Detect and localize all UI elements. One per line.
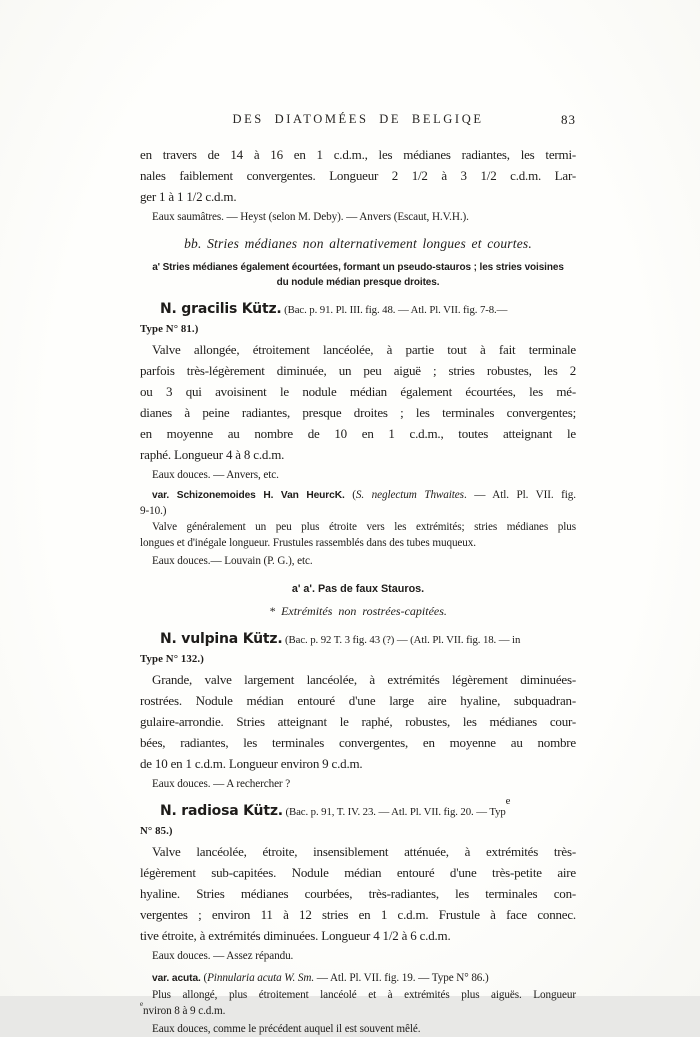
subsection-heading-a [140, 260, 576, 290]
synonym-italic: S. neglectum Thwaites [355, 489, 464, 501]
species-heading [140, 794, 576, 823]
citation-continuation: Type N° 81.) [140, 323, 199, 335]
text-line: gulaire-arrondie. Stries atteignant le raphé, robustes, les médianes cour- [140, 714, 576, 729]
text-line: Valve généralement un peu plus étroite vers les extrémités; stries médianes plus [152, 521, 576, 533]
text-line: ou 3 qui avoisinent le nodule médian également écourtées, les mé- [140, 384, 576, 399]
species-name: N. gracilis Kütz. [160, 301, 282, 317]
superscript-e: e [505, 794, 511, 807]
text-line: Valve lancéolée, étroite, insensiblement atténuée, à extrémités très- [152, 844, 576, 859]
citation-text: ( [200, 972, 208, 984]
citation-text: ( [344, 489, 356, 501]
species-name: N. vulpina Kütz. [160, 631, 283, 647]
section-heading-bb: bb. Stries médianes non alternativement longues et courtes. [184, 236, 532, 251]
text-line: de 10 en 1 c.d.m. Longueur environ 9 c.d.m. [140, 756, 363, 771]
text-line: Valve allongée, étroitement lancéolée, à partie tout à fait terminale [152, 342, 576, 357]
text-line: a' Stries médianes également écourtées, formant un pseudo-stauros ; les stries voisines [152, 262, 564, 273]
text-line: légèrement sub-capitées. Nodule médian entouré d'une très-petite aire [140, 865, 576, 880]
variety-entry [140, 970, 576, 1037]
text-line: en moyenne au nombre de 10 en 1 c.d.m., toutes atteignant le [140, 426, 576, 441]
text-line: bées, radiantes, les terminales convergentes, en moyenne au nombre [140, 735, 576, 750]
species-entry-gracilis [140, 298, 576, 569]
section-heading-a2: a' a'. Pas de faux Stauros. [291, 583, 425, 595]
text-line: parfois très-légèrement diminuée, un peu aiguë ; stries robustes, les 2 [140, 363, 576, 378]
habitat-note: Eaux douces. — Assez répandu. [152, 950, 294, 962]
text-line: tive étroite, à extrémités diminuées. Longueur 4 1/2 à 6 c.d.m. [140, 928, 451, 943]
text-segment: nviron 8 à 9 c.d.m. [142, 1005, 226, 1017]
variety-entry [140, 487, 576, 569]
species-citation: (Bac. p. 91. Pl. III. fig. 48. — Atl. Pl. VII. fig. 7-8.— [281, 304, 508, 316]
citation-text: . — Atl. Pl. VII. fig. [463, 489, 576, 501]
superscript-e: e [140, 1000, 143, 1009]
text-line: Plus allongé, plus étroitement lancéolé et à extrémités plus aiguës. Longueur [152, 989, 576, 1001]
text-line: hyaline. Stries médianes courbées, très-radiantes, les terminales con- [140, 886, 576, 901]
text-line: longues et d'inégale longueur. Frustules rassemblés dans des tubes muqueux. [140, 537, 476, 549]
text-line: Grande, valve largement lancéolée, à extrémités légèrement diminuées- [152, 672, 576, 687]
variety-label: var. acuta. [152, 973, 201, 984]
citation-continuation: Type N° 132.) [140, 653, 204, 665]
variety-heading [140, 970, 576, 987]
header-title: DES DIATOMÉES DE BELGIQE [232, 112, 484, 126]
running-header [140, 112, 576, 130]
species-heading [140, 298, 576, 321]
text-line: nales faiblement convergentes. Longueur 2 1/2 à 3 1/2 c.d.m. Lar- [140, 168, 576, 183]
text-line: ger 1 à 1 1/2 c.d.m. [140, 189, 237, 204]
species-citation: (Bac. p. 92 T. 3 fig. 43 (?) — (Atl. Pl. VII. fig. 18. — in [282, 634, 521, 646]
species-heading [140, 628, 576, 651]
text-line: du nodule médian presque droites. [276, 277, 440, 288]
species-citation: (Bac. p. 91, T. IV. 23. — Atl. Pl. VII. fig. 20. — Typ [282, 806, 506, 818]
habitat-note: Eaux douces. — A rechercher ? [152, 778, 291, 790]
text-column [140, 112, 576, 1037]
citation-continuation: 9-10.) [140, 505, 167, 517]
habitat-note: Eaux douces, comme le précédent auquel il est souvent mêlé. [152, 1023, 421, 1035]
species-name: N. radiosa Kütz. [160, 803, 283, 819]
species-entry-radiosa [140, 794, 576, 1037]
habitat-note: Eaux douces.— Louvain (P. G.), etc. [152, 555, 313, 567]
citation-continuation: N° 85.) [140, 825, 173, 837]
variety-label: var. Schizonemoides H. Van HeurcK. [152, 490, 345, 501]
text-line: en travers de 14 à 16 en 1 c.d.m., les médianes radiantes, les termi- [140, 147, 576, 162]
section-heading-star: * Extrémités non rostrées-capitées. [269, 604, 447, 618]
text-line: rostrées. Nodule médian entouré d'une large aire hyaline, subquadran- [140, 693, 576, 708]
habitat-note: Eaux douces. — Anvers, etc. [152, 469, 279, 481]
page-number: 83 [561, 112, 576, 127]
synonym-italic: Pinnularia acuta W. Sm. [207, 972, 315, 984]
text-line: raphé. Longueur 4 à 8 c.d.m. [140, 447, 285, 462]
species-description [140, 669, 576, 774]
text-line: dianes à peine radiantes, presque droites ; les terminales convergentes; [140, 405, 576, 420]
species-entry-vulpina [140, 628, 576, 792]
intro-paragraph [140, 144, 576, 207]
species-description [140, 841, 576, 946]
habitat-note: Eaux saumâtres. — Heyst (selon M. Deby). — Anvers (Escaut, H.V.H.). [152, 211, 469, 223]
citation-text: — Atl. Pl. VII. fig. 19. — Type N° 86.) [314, 972, 489, 984]
species-description [140, 339, 576, 465]
variety-heading [140, 487, 576, 503]
text-line: vergentes ; environ 11 à 12 stries en 1 c.d.m. Frustule à face connec. [140, 907, 576, 922]
